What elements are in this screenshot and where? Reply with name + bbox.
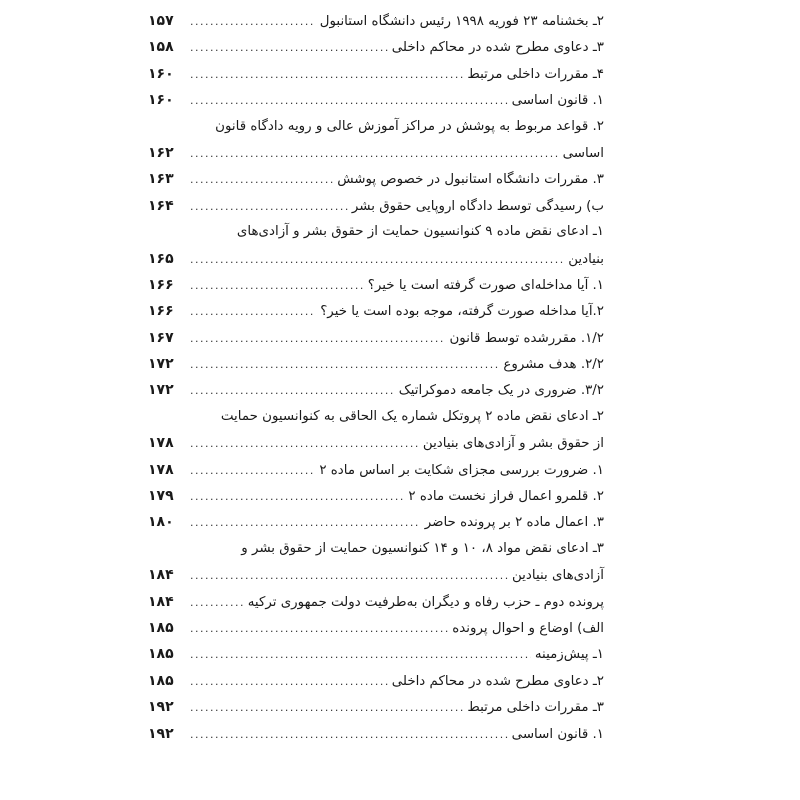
toc-entry-title: ۳. مقررات دانشگاه استانبول در خصوص پوشش [337, 172, 604, 188]
dot-leader [190, 352, 499, 378]
dot-leader [190, 431, 419, 457]
toc-entry [148, 668, 604, 694]
dot-leader [190, 167, 333, 193]
toc-entry-page-number: ۱۷۲ [148, 382, 174, 399]
dot-leader [190, 194, 348, 220]
toc-entry-page-number: ۱۶۰ [148, 92, 174, 109]
toc-entry [148, 457, 604, 483]
dot-leader [190, 563, 508, 589]
toc-entry [148, 615, 604, 641]
toc-entry-title: ۲ـ دعاوی مطرح شده در محاکم داخلی [391, 673, 604, 689]
toc-entry [148, 298, 604, 324]
toc-entry-page-number: ۱۶۲ [148, 144, 174, 161]
dot-leader [190, 458, 315, 484]
toc-entry-title: ۲.آیا مداخله صورت گرفته، موجه بوده است یا خیر؟ [320, 304, 604, 320]
toc-entry-page-number: ۱۸۴ [148, 567, 174, 584]
toc-entry-page-number: ۱۸۵ [148, 672, 174, 689]
toc-entry [148, 8, 604, 34]
toc-entry-page-number: ۱۶۰ [148, 65, 174, 82]
toc-entry-title: ۱. ضرورت بررسی مجزای شکایت بر اساس ماده ۲ [319, 462, 604, 478]
toc-entry [148, 430, 604, 456]
dot-leader [190, 484, 404, 510]
toc-entry [148, 140, 604, 166]
toc-entry [148, 721, 604, 747]
toc-entry-title: آزادی‌های بنیادین [511, 568, 604, 584]
dot-leader [190, 616, 448, 642]
toc-entry-page-number: ۱۷۸ [148, 461, 174, 478]
toc-entry-title: ۱/۲. مقررشده توسط قانون [449, 330, 604, 346]
toc-entry-page-number: ۱۶۶ [148, 276, 174, 293]
toc-entry-page-number: ۱۷۸ [148, 435, 174, 452]
toc-entry-page-number: ۱۸۰ [148, 514, 174, 531]
toc-entry [148, 325, 604, 351]
toc-entry-title: ۱. آیا مداخله‌ای صورت گرفته است یا خیر؟ [367, 277, 604, 293]
toc-entry [148, 483, 604, 509]
toc-entry-title: ۳ـ مقررات داخلی مرتبط [467, 700, 604, 716]
dot-leader [190, 510, 421, 536]
toc-entry-title: ۱ـ پیش‌زمینه [534, 647, 604, 663]
dot-leader [190, 35, 388, 61]
toc-entry-title: پرونده دوم ـ حزب رفاه و دیگران به‌طرفیت دولت جمهوری ترکیه [247, 594, 604, 610]
toc-entry [148, 61, 604, 87]
dot-leader [190, 247, 564, 273]
toc-entry [148, 404, 604, 430]
toc-entry-title: ۲. قواعد مربوط به پوشش در مراکز آموزش عالی و رویه دادگاه قانون [215, 118, 604, 134]
dot-leader [190, 669, 388, 695]
toc-entry-page-number: ۱۶۷ [148, 329, 174, 346]
toc-entry-title: ۲. قلمرو اعمال فراز نخست ماده ۲ [408, 489, 604, 505]
toc-entry-title: بنیادین [568, 251, 604, 267]
toc-entry [148, 589, 604, 615]
toc-entry [148, 694, 604, 720]
toc-entry-page-number: ۱۵۸ [148, 39, 174, 56]
toc-entry-title: ۲ـ ادعای نقض ماده ۲ پروتکل شماره یک الحاقی به کنوانسیون حمایت [220, 408, 604, 424]
toc-entry-title: اساسی [562, 145, 604, 161]
toc-entry-page-number: ۱۶۵ [148, 250, 174, 267]
toc-entry [148, 246, 604, 272]
toc-entry-title: ۱ـ ادعای نقض ماده ۹ کنوانسیون حمایت از حقوق بشر و آزادی‌های [236, 224, 604, 240]
toc-entry [148, 562, 604, 588]
toc-entry-title: از حقوق بشر و آزادی‌های بنیادین [422, 436, 604, 452]
dot-leader [190, 326, 445, 352]
toc-entry [148, 87, 604, 113]
dot-leader [190, 141, 559, 167]
toc-entry-page-number: ۱۸۵ [148, 619, 174, 636]
toc-entry-title: الف) اوضاع و احوال پرونده [452, 620, 604, 636]
toc-entry [148, 536, 604, 562]
table-of-contents [148, 8, 604, 800]
toc-entry-title: ۲/۲. هدف مشروع [503, 357, 604, 373]
toc-entry-title: ۴ـ مقررات داخلی مرتبط [467, 66, 604, 82]
toc-entry-page-number: ۱۶۴ [148, 197, 174, 214]
dot-leader [190, 9, 316, 35]
toc-entry-title: ۱. قانون اساسی [511, 93, 604, 109]
toc-entry [148, 114, 604, 140]
toc-entry-page-number: ۱۶۳ [148, 171, 174, 188]
toc-entry-title: ۳/۲. ضروری در یک جامعه دموکراتیک [398, 383, 604, 399]
dot-leader [190, 378, 395, 404]
dot-leader [190, 695, 463, 721]
toc-entry [148, 272, 604, 298]
toc-entry-page-number: ۱۷۲ [148, 356, 174, 373]
toc-entry-title: ۲ـ بخشنامه ۲۳ فوریه ۱۹۹۸ رئیس دانشگاه استانبول [319, 14, 604, 29]
toc-entry-title: ۳ـ دعاوی مطرح شده در محاکم داخلی [391, 40, 604, 56]
toc-entry [148, 193, 604, 219]
toc-entry [148, 377, 604, 403]
toc-entry-title: ب) رسیدگی توسط دادگاه اروپایی حقوق بشر [351, 198, 604, 214]
toc-entry [148, 351, 604, 377]
toc-entry [148, 641, 604, 667]
toc-entry-page-number: ۱۸۴ [148, 593, 174, 610]
dot-leader [190, 642, 531, 668]
toc-entry-page-number: ۱۸۵ [148, 646, 174, 663]
dot-leader [190, 590, 244, 616]
dot-leader [190, 88, 508, 114]
toc-entry [148, 509, 604, 535]
toc-entry [148, 34, 604, 60]
toc-entry-page-number: ۱۹۲ [148, 725, 174, 742]
toc-entry [148, 219, 604, 245]
toc-entry-page-number: ۱۹۲ [148, 699, 174, 716]
dot-leader [190, 62, 463, 88]
toc-entry-page-number: ۱۶۶ [148, 303, 174, 320]
toc-entry-page-number: ۱۵۷ [148, 13, 174, 29]
dot-leader [190, 273, 364, 299]
dot-leader [190, 722, 508, 748]
toc-entry-page-number: ۱۷۹ [148, 488, 174, 505]
toc-entry-title: ۳ـ ادعای نقض مواد ۸، ۱۰ و ۱۴ کنوانسیون حمایت از حقوق بشر و [241, 540, 604, 556]
toc-entry [148, 166, 604, 192]
toc-entry-title: ۳. اعمال ماده ۲ بر پرونده حاضر [424, 515, 604, 531]
toc-entry-title: ۱. قانون اساسی [511, 726, 604, 742]
dot-leader [190, 299, 316, 325]
